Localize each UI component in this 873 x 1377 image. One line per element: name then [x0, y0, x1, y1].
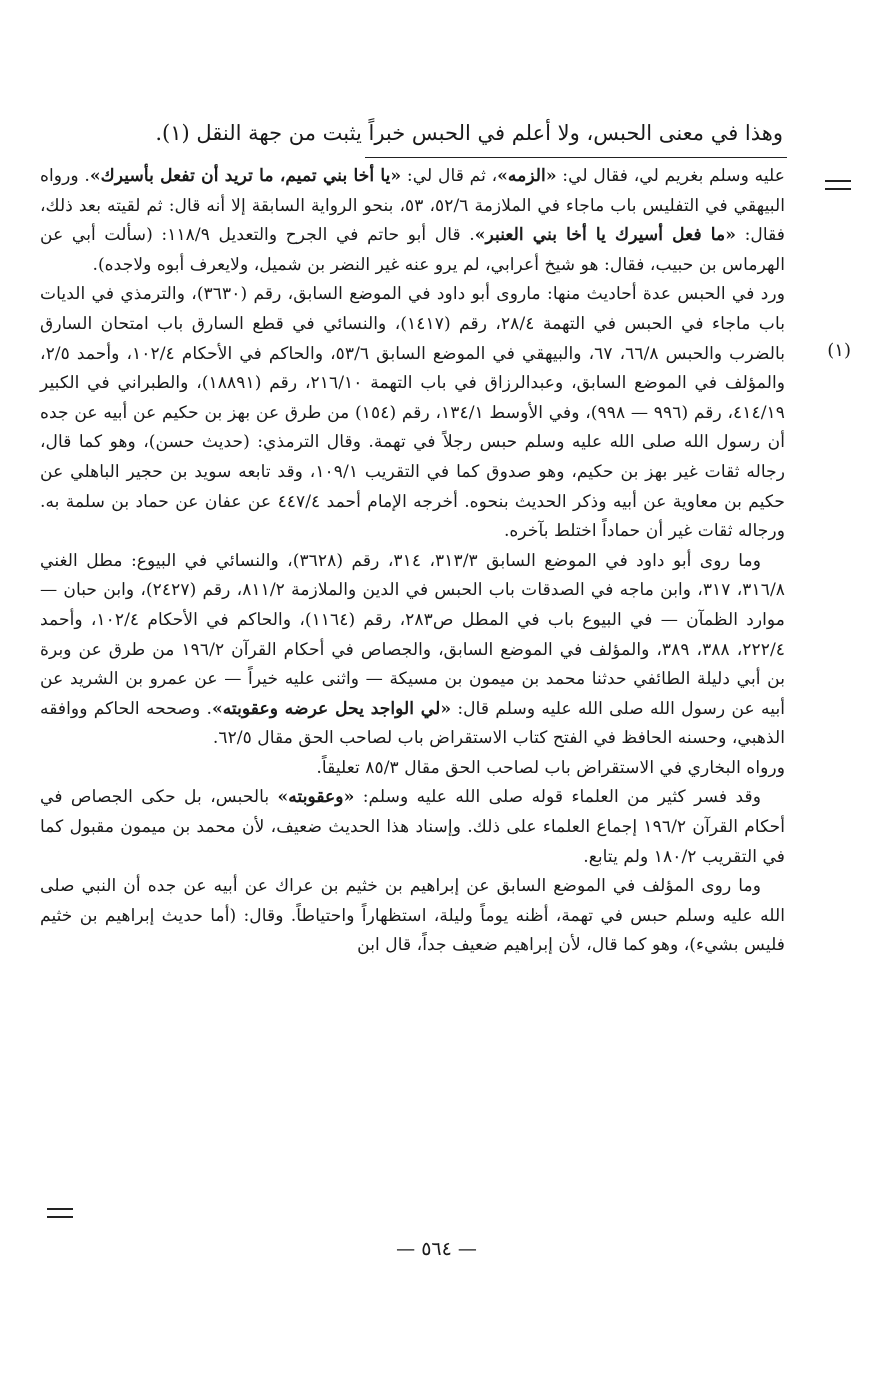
note-paragraph	[40, 783, 785, 872]
main-text: وهذا في معنى الحبس، ولا أعلم في الحبس خبراً يثبت من جهة النقل (١).	[155, 121, 783, 145]
note-text: ورد في الحبس عدة أحاديث منها: ماروى أبو داود في الموضع السابق، رقم (٣٦٣٠)، والترمذي في الديات باب ماجاء في الحبس في التهمة ٢٨/٤، رقم (١٤١٧)، والنسائي في قطع السارق باب امتحان السارق بالضرب والحبس ٦٦/٨، ٦٧، والبيهقي في الموضع السابق ٥٣/٦، والحاكم في الأحكام ١٠٢/٤، وأحمد ٢/٥، والمؤلف في الموضع السابق، وعبدالرزاق في باب التهمة ٢١٦/١٠، رقم (١٨٨٩١)، والطبراني في الكبير ٤١٤/١٩، رقم (٩٩٦ — ٩٩٨)، وفي الأوسط ١٣٤/١، رقم (١٥٤) من طرق عن بهز بن حكيم عن أبيه عن جده أن رسول الله صلى الله عليه وسلم حبس رجلاً في تهمة. وقال الترمذي: (حديث حسن)، وهو كما قال، رجاله ثقات غير بهز بن حكيم، وهو صدوق كما في التقريب ١٠٩/١، وقد تابعه سويد بن حجير الباهلي عن حكيم بن معاوية عن أبيه وذكر الحديث بنحوه. أخرجه الإمام أحمد ٤٤٧/٤ عن عفان عن حماد بن سلمة به. ورجاله ثقات غير أن حماداً اختلط بآخره.	[40, 284, 786, 542]
note-text: . قال أبو حاتم في الجرح والتعديل ١١٨/٩: (سألت أبي عن الهرماس بن حبيب، فقال: هو شيخ أعرابي، لم يرو عنه غير النضر بن شميل، ولايعرف أبوه ولاجده).	[40, 225, 785, 275]
continuation-mark-bottom	[47, 1208, 73, 1218]
footnotes	[40, 162, 785, 961]
note-paragraph	[40, 872, 785, 961]
hadith-quote: «لي الواجد يحل عرضه وعقوبته»	[211, 698, 452, 719]
note-paragraph	[40, 547, 785, 754]
page-number: — ٥٦٤ —	[396, 1238, 477, 1260]
note-text: عليه وسلم بغريم لي، فقال لي:	[556, 166, 785, 186]
hadith-quote: «يا أخا بني تميم، ما تريد أن تفعل بأسيرك»	[89, 166, 402, 186]
note-footnote	[40, 280, 785, 546]
note-text: بالحبس، بل حكى الجصاص في أحكام القرآن ١٩٦/٢ إجماع العلماء على ذلك. وإسناد هذا الحديث ضعيف، لأن محمد بن ميمون مقبول كما في التقريب ١٨٠/٢ ولم يتابع.	[40, 787, 785, 867]
footnote-number: (١)	[827, 340, 851, 361]
hadith-quote: «ما فعل أسيرك يا أخا بني العنبر»	[474, 225, 736, 246]
continuation-mark-top	[825, 180, 851, 190]
note-text: . ورواه البيهقي في التفليس باب ماجاء في الملازمة ٥٢/٦، ٥٣، بنحو الرواية السابقة إلا أنه قال: ثم لقيته بعد ذلك، فقال:	[40, 166, 785, 246]
note-text: ، ثم قال لي:	[401, 166, 498, 186]
note-text: وما روى المؤلف في الموضع السابق عن إبراهيم بن خثيم بن عراك عن أبيه عن جده أن النبي صلى الله عليه وسلم حبس في تهمة، أظنه يوماً وليلة، استظهاراً واحتياطاً. وقال: (أما حديث إبراهيم بن خثيم فليس بشيء)، وهو كما قال، لأن إبراهيم ضعيف جداً، قال ابن	[40, 876, 785, 956]
note-continuation	[40, 162, 785, 280]
note-line	[40, 754, 785, 784]
note-text: . وصححه الحاكم ووافقه الذهبي، وحسنه الحافظ في الفتح كتاب الاستقراض باب لصاحب الحق مقال ٦٢/٥.	[40, 698, 785, 749]
hadith-quote: «الزمه»	[497, 166, 557, 186]
hadith-quote: «وعقوبته»	[277, 787, 355, 808]
note-text: ورواه البخاري في الاستقراض باب لصاحب الحق مقال ٨٥/٣ تعليقاً.	[316, 757, 785, 778]
note-text: وما روى أبو داود في الموضع السابق ٣١٣/٣، ٣١٤، رقم (٣٦٢٨)، والنسائي في البيوع: مطل الغني ٣١٦/٨، ٣١٧، وابن ماجه في الصدقات باب الحبس في الدين والملازمة ٨١١/٢، رقم (٢٤٢٧)، وابن حبان — موارد الظمآن — في البيوع باب في المطل ص٢٨٣، رقم (١١٦٤)، والحاكم في الأحكام ١٠٢/٤، وأحمد ٢٢٢/٤، ٣٨٨، ٣٨٩، والمؤلف في الموضع السابق، والجصاص في أحكام القرآن ١٩٦/٢ من طرق عن وبرة بن أبي دليلة الطائفي حدثنا محمد بن ميمون بن مسيكة — واثنى عليه خيراً — عن عمرو بن الشريد عن أبيه عن رسول الله صلى الله عليه وسلم قال:	[40, 550, 786, 719]
footnote-separator	[365, 157, 787, 158]
note-text: وقد فسر كثير من العلماء قوله صلى الله عليه وسلم:	[354, 787, 761, 808]
